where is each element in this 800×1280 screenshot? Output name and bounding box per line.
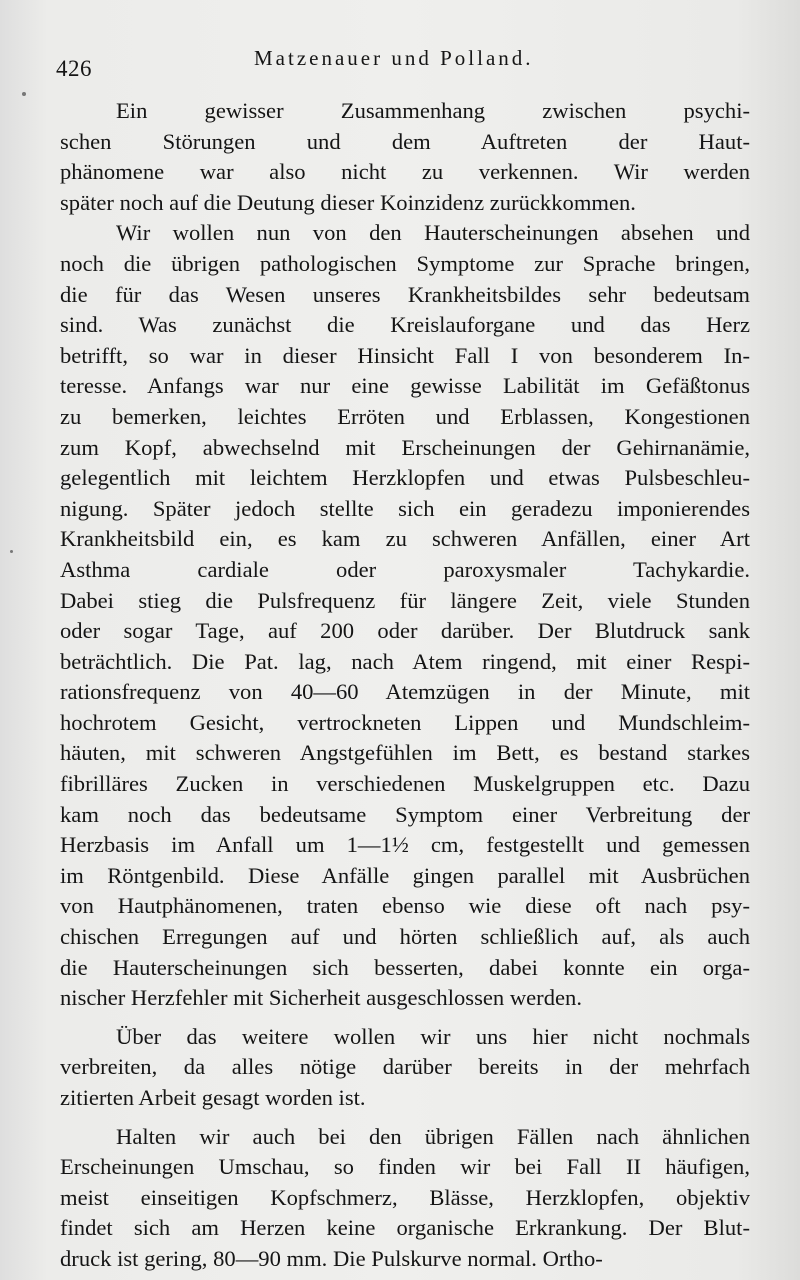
text-line: im Röntgenbild. Diese Anfälle gingen parallel mit Ausbrüchen xyxy=(60,862,750,888)
text-line: gelegentlich mit leichtem Herzklopfen und etwas Pulsbeschleu- xyxy=(60,465,750,491)
text-line: zum Kopf, abwechselnd mit Erscheinungen der Gehirnanämie, xyxy=(60,434,750,460)
text-line: schen Störungen und dem Auftreten der Haut- xyxy=(60,128,750,154)
text-line: oder sogar Tage, auf 200 oder darüber. Der Blutdruck sank xyxy=(60,618,750,644)
text-line: Ein gewisser Zusammenhang zwischen psychi- xyxy=(116,98,750,123)
text-line: nischer Herzfehler mit Sicherheit ausgeschlossen werden. xyxy=(60,985,582,1011)
page-number: 426 xyxy=(56,56,92,81)
text-line: später noch auf die Deutung dieser Koinzidenz zurückkommen. xyxy=(60,189,636,215)
text-line: sind. Was zunächst die Kreislauforgane und das Herz xyxy=(60,312,750,338)
text-line: kam noch das bedeutsame Symptom einer Verbreitung der xyxy=(60,801,750,827)
text-line: Asthma cardiale oder paroxysmaler Tachykardie. xyxy=(60,556,750,582)
text-line: nigung. Später jedoch stellte sich ein geradezu imponierendes xyxy=(60,495,750,521)
text-line: chischen Erregungen auf und hörten schließlich auf, als auch xyxy=(60,924,750,950)
text-line: rationsfrequenz von 40—60 Atemzügen in der Minute, mit xyxy=(60,679,750,705)
text-line: beträchtlich. Die Pat. lag, nach Atem ringend, mit einer Respi- xyxy=(60,648,750,674)
text-line: verbreiten, da alles nötige darüber bereits in der mehrfach xyxy=(60,1054,750,1080)
text-line: noch die übrigen pathologischen Symptome zur Sprache bringen, xyxy=(60,250,750,276)
text-line: betrifft, so war in dieser Hinsicht Fall I von besonderem In- xyxy=(60,342,750,368)
text-line: druck ist gering, 80—90 mm. Die Pulskurve normal. Ortho- xyxy=(60,1245,603,1271)
text-line: fibrilläres Zucken in verschiedenen Muskelgruppen etc. Dazu xyxy=(60,771,750,797)
paragraph xyxy=(60,96,750,218)
text-line: von Hautphänomenen, traten ebenso wie diese oft nach psy- xyxy=(60,893,750,919)
text-line: meist einseitigen Kopfschmerz, Blässe, Herzklopfen, objektiv xyxy=(60,1184,750,1210)
text-line: zu bemerken, leichtes Erröten und Erblassen, Kongestionen xyxy=(60,403,750,429)
text-line: Dabei stieg die Pulsfrequenz für längere Zeit, viele Stunden xyxy=(60,587,750,613)
text-line: Herzbasis im Anfall um 1—1½ cm, festgestellt und gemessen xyxy=(60,832,750,858)
text-line: teresse. Anfangs war nur eine gewisse Labilität im Gefäßtonus xyxy=(60,373,750,399)
text-line: Krankheitsbild ein, es kam zu schweren Anfällen, einer Art xyxy=(60,526,750,552)
paragraph-gap xyxy=(60,1014,750,1022)
paragraph xyxy=(60,1122,750,1275)
text-line: findet sich am Herzen keine organische Erkrankung. Der Blut- xyxy=(60,1215,750,1241)
text-line: Wir wollen nun von den Hauterscheinungen absehen und xyxy=(116,220,750,246)
text-line: zitierten Arbeit gesagt worden ist. xyxy=(60,1085,366,1110)
text-line: häuten, mit schweren Angstgefühlen im Bett, es bestand starkes xyxy=(60,740,750,766)
paper-speck xyxy=(10,550,13,553)
paper-speck xyxy=(22,92,26,96)
text-line: die Hauterscheinungen sich besserten, dabei konnte ein orga- xyxy=(60,954,750,980)
text-line: Erscheinungen Umschau, so finden wir bei Fall II häufigen, xyxy=(60,1154,750,1180)
page-header xyxy=(56,44,756,84)
paragraph-gap xyxy=(60,1114,750,1122)
text-line: Halten wir auch bei den übrigen Fällen nach ähnlichen xyxy=(116,1123,750,1149)
running-head: Matzenauer und Polland. xyxy=(254,46,534,70)
paragraph xyxy=(60,1022,750,1114)
text-line: hochrotem Gesicht, vertrockneten Lippen und Mundschleim- xyxy=(60,709,750,735)
text-line: phänomene war also nicht zu verkennen. Wir werden xyxy=(60,159,750,185)
paragraph xyxy=(60,218,750,1013)
text-line: die für das Wesen unseres Krankheitsbildes sehr bedeutsam xyxy=(60,281,750,307)
body-text xyxy=(60,96,750,1275)
text-line: Über das weitere wollen wir uns hier nicht nochmals xyxy=(116,1023,750,1049)
